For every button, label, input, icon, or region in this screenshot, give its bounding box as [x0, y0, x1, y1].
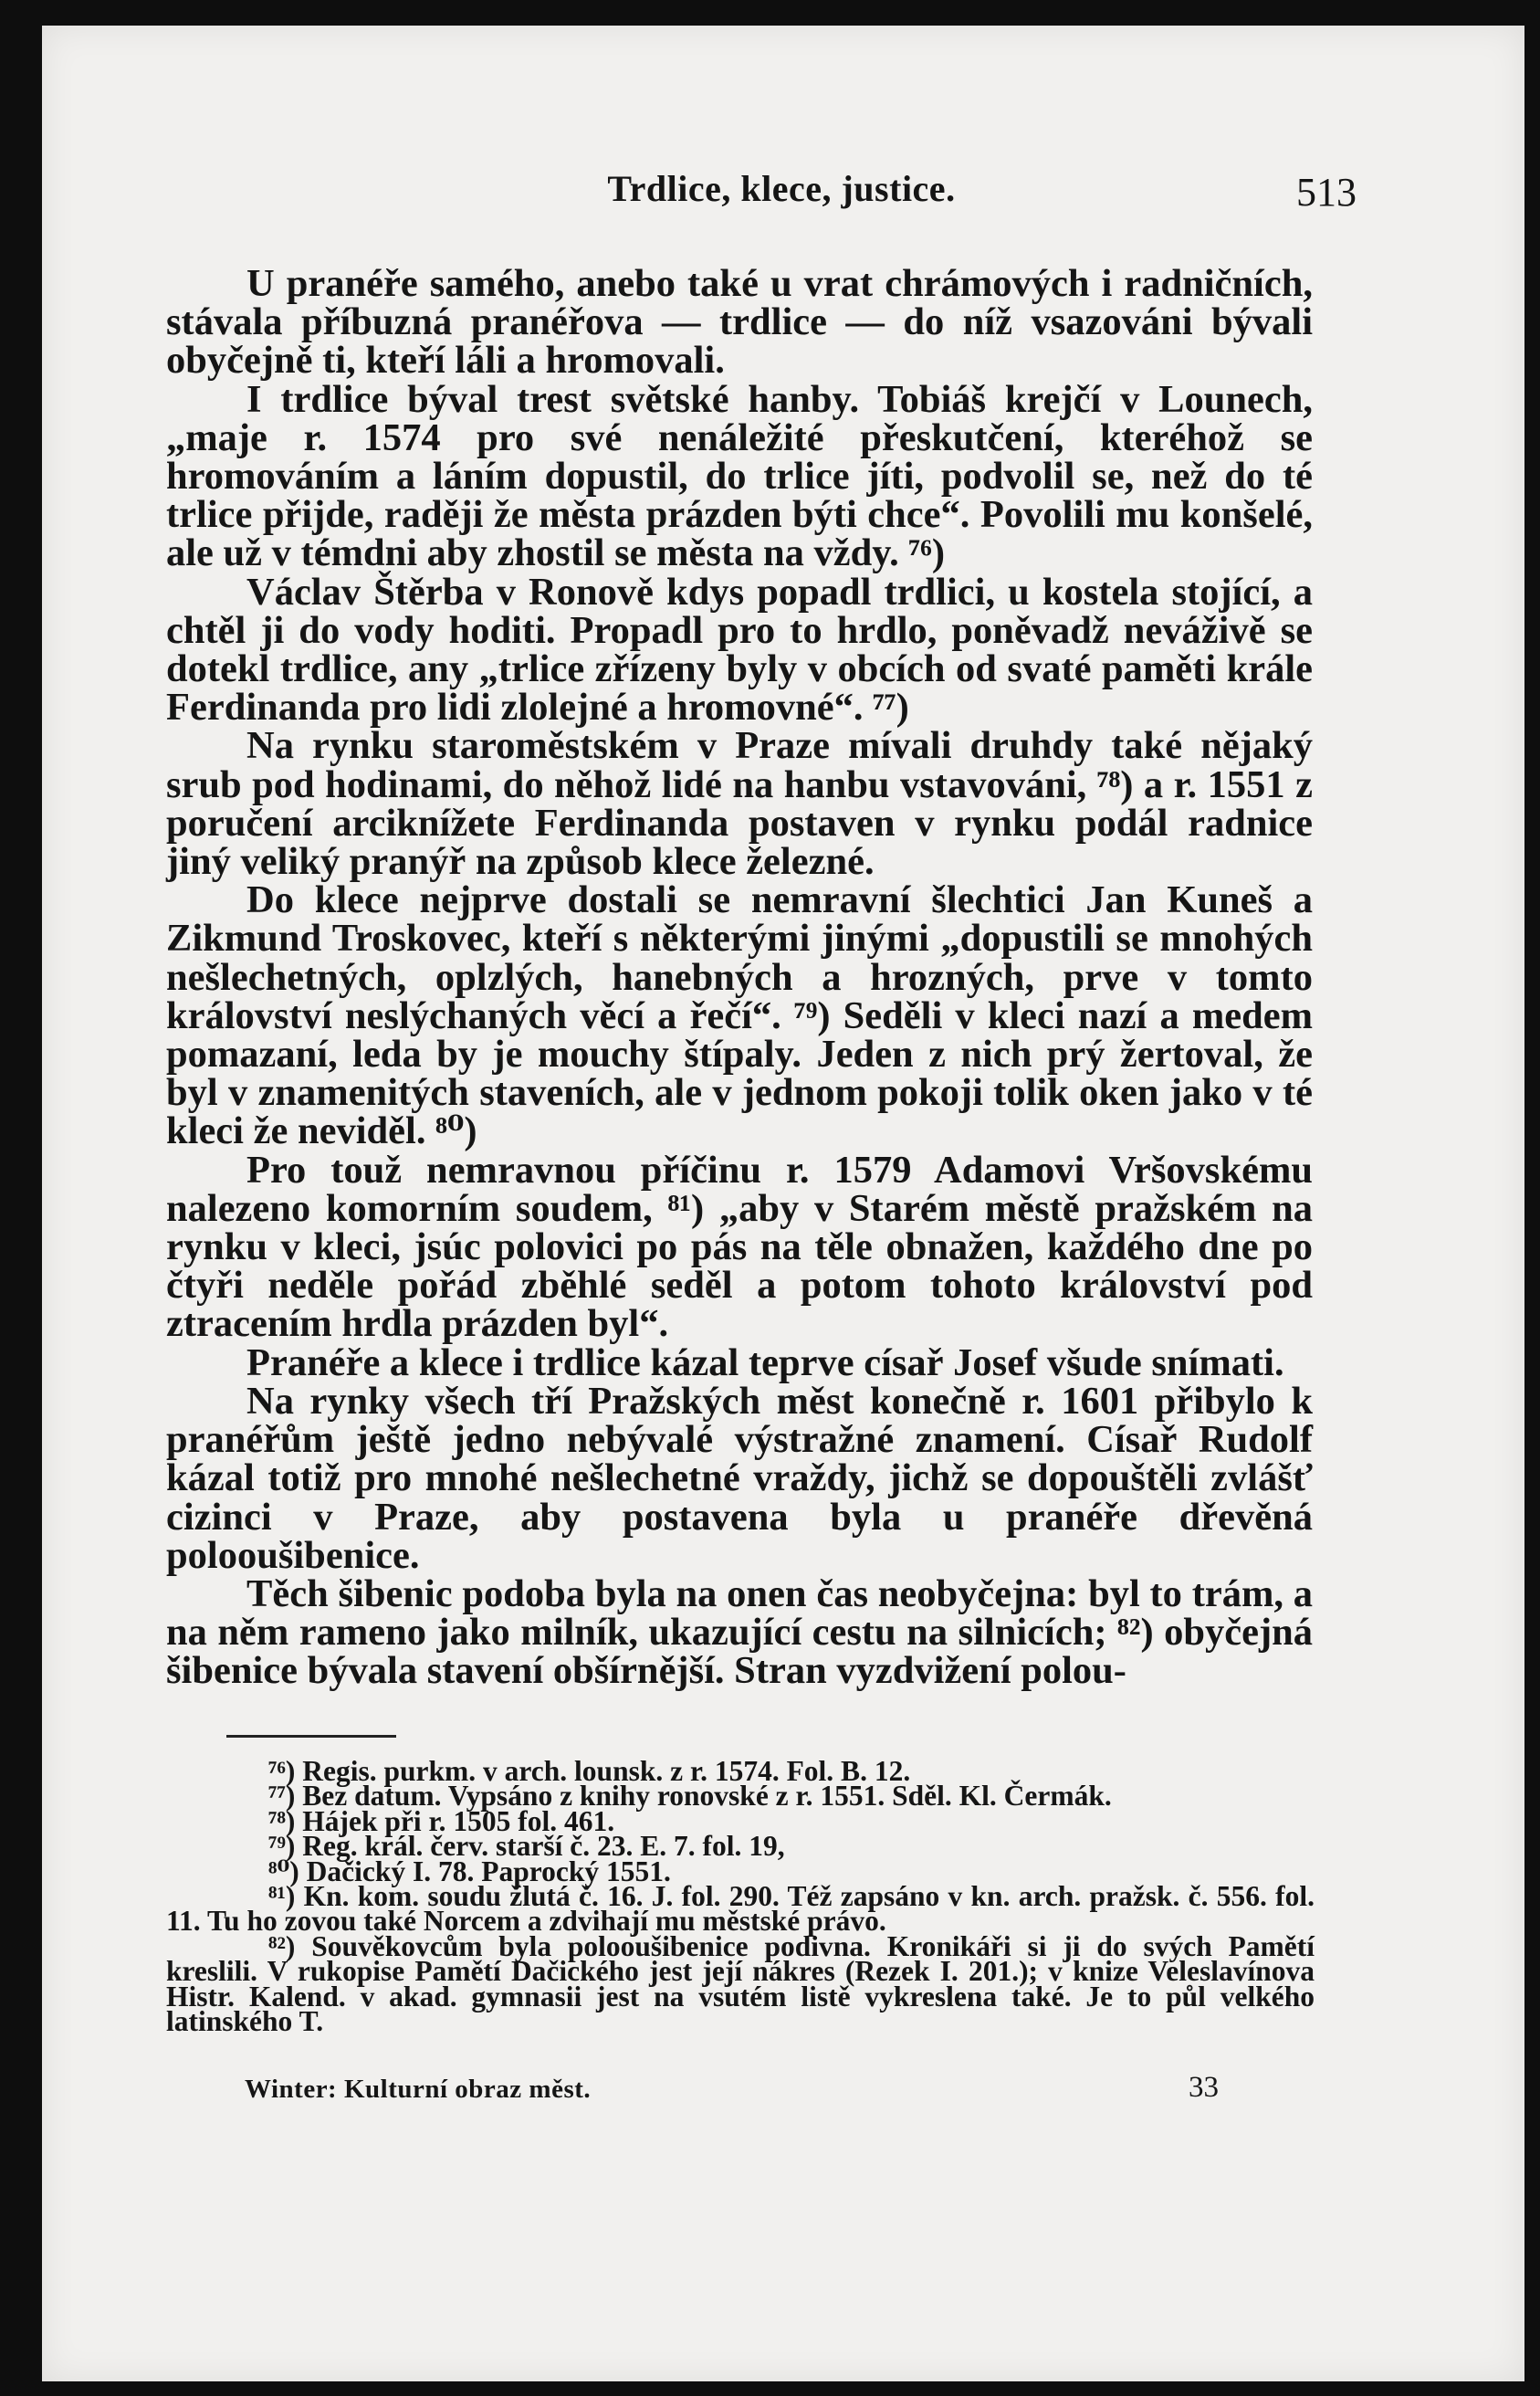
footnote: ⁷⁸) Hájek při r. 1505 fol. 461.	[268, 1804, 615, 1837]
footnote: ⁸⁰) Dačický I. 78. Paprocký 1551.	[268, 1855, 671, 1887]
signature-mark: 33	[1189, 2071, 1219, 2104]
paragraph: U pranéře samého, anebo také u vrat chrámových i radničních, stávala příbuzná pranéřova — trdlice — do níž vsazováni bývali obyčejně ti, kteří láli a hromovali.	[166, 262, 1313, 383]
paragraph: Václav Štěrba v Ronově kdys popadl trdlici, u kostela stojící, a chtěl ji do vody hoditi. Propadl pro to hrdlo, poněvadž neváživě se dotekl trdlice, any „trlice zřízeny byly v obcích od svaté paměti krále Ferdinanda pro lidi zlolejné a hromovné“. ⁷⁷)	[166, 570, 1313, 730]
paragraph: Pro touž nemravnou příčinu r. 1579 Adamovi Vršovskému nalezeno komorním soudem, ⁸¹) „aby v Starém městě pražském na rynku v kleci, jsúc polovici po pás na těle obnažen, každého dne po čtyři neděle pořád zběhlé seděl a potom tohoto království pod ztracením hrdla prázden byl“.	[166, 1148, 1313, 1346]
footnote: ⁷⁶) Regis. purkm. v arch. lounsk. z r. 1574. Fol. B. 12.	[268, 1755, 911, 1787]
paragraph: Na rynku staroměstském v Praze mívali druhdy také nějaký srub pod hodinami, do něhož lidé na hanbu vstavováni, ⁷⁸) a r. 1551 z poručení arciknížete Ferdinanda postaven v rynku podál radnice jiný veliký pranýř na způsob klece železné.	[166, 724, 1313, 884]
body-text	[166, 262, 1313, 1693]
footnotes	[166, 1755, 1315, 2038]
footnote: ⁷⁷) Bez datum. Vypsáno z knihy ronovské z r. 1551. Sděl. Kl. Čermák.	[268, 1780, 1112, 1813]
book-page	[42, 26, 1524, 2381]
footnote-rule	[226, 1735, 396, 1738]
paragraph: Na rynky všech tří Pražských měst konečně r. 1601 přibylo k pranéřům ještě jedno nebývalé výstražné znamení. Císař Rudolf kázal totiž pro mnohé nešlechetné vraždy, jichž se dopouštěli zvlášť cizinci v Praze, aby postavena byla u pranéře dřevěná polooušibenice.	[166, 1379, 1313, 1577]
paragraph: Pranéře a klece i trdlice kázal teprve císař Josef všude snímati.	[246, 1340, 1284, 1384]
footer-imprint: Winter: Kulturní obraz měst.	[245, 2075, 592, 2104]
running-title: Trdlice, klece, justice.	[607, 168, 956, 209]
running-head	[206, 167, 1357, 222]
footnote: ⁷⁹) Reg. král. červ. starší č. 23. E. 7. fol. 19,	[268, 1830, 785, 1863]
page-number: 513	[1296, 170, 1357, 215]
paragraph: Do klece nejprve dostali se nemravní šlechtici Jan Kuneš a Zikmund Troskovec, kteří s některými jinými „dopustili se mnohých nešlechetných, oplzlých, hanebných a hrozných, prve v tomto království neslýchaných věcí a řečí“. ⁷⁹) Seděli v kleci nazí a medem pomazaní, leda by je mouchy štípaly. Jeden z nich prý žertoval, že byl v znamenitých staveních, ale v jednom pokoji tolik oken jako v té kleci že neviděl. ⁸⁰)	[166, 878, 1313, 1153]
paragraph: I trdlice býval trest světské hanby. Tobiáš krejčí v Lounech, „maje r. 1574 pro své nenáležité přeskutčení, kteréhož se hromováním a láním dopustil, do trlice jíti, podvolil se, než do té trlice přijde, raději že města prázden býti chce“. Povolili mu konšelé, ale už v témdni aby zhostil se města na vždy. ⁷⁶)	[166, 377, 1313, 575]
footnote: ⁸¹) Kn. kom. soudu žlutá č. 16. J. fol. 290. Též zapsáno v kn. arch. pražsk. č. 556. fol. 11. Tu ho zovou také Norcem a zdvihají mu městské právo.	[166, 1880, 1315, 1938]
page-footer	[245, 2071, 1221, 2107]
paragraph: Těch šibenic podoba byla na onen čas neobyčejna: byl to trám, a na něm rameno jako milník, ukazující cestu na silnicích; ⁸²) obyčejná šibenice bývala stavení obšírnější. Stran vyzdvižení polou-	[166, 1571, 1313, 1693]
footnote: ⁸²) Souvěkovcům byla polooušibenice podivna. Kronikáři si ji do svých Pamětí kreslili. V rukopise Pamětí Dačického jest její nákres (Rezek I. 201.); v knize Veleslavínova Histr. Kalend. v akad. gymnasii jest na vsutém listě vykreslena také. Je to půl velkého latinského T.	[166, 1929, 1315, 2038]
